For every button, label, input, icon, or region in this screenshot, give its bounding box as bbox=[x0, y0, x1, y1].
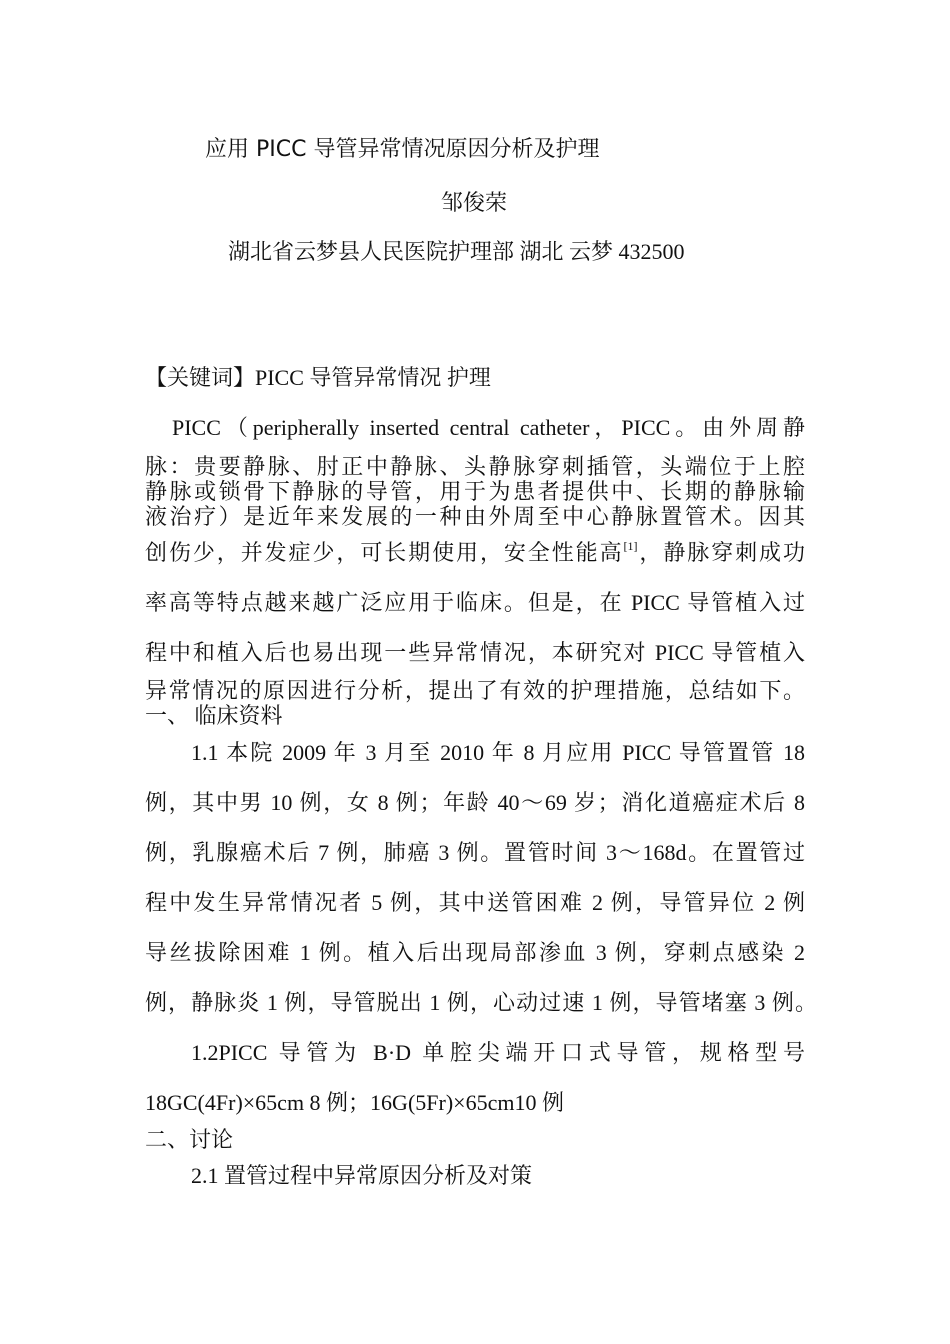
text-line: 导丝拔除困难 1 例。植入后出现局部渗血 3 例，穿刺点感染 2 bbox=[145, 940, 805, 965]
text-segment: ，静脉穿刺成功 bbox=[637, 540, 805, 565]
text-line: 例，静脉炎 1 例，导管脱出 1 例，心动过速 1 例，导管堵塞 3 例。 bbox=[145, 990, 817, 1015]
text-line: 脉：贵要静脉、肘正中静脉、头静脉穿刺插管，头端位于上腔 bbox=[145, 454, 805, 479]
text-segment: 创伤少，并发症少，可长期使用，安全性能高 bbox=[145, 540, 624, 565]
text-line: 液治疗）是近年来发展的一种由外周至中心静脉置管术。因其 bbox=[145, 504, 805, 529]
text-line: 程中发生异常情况者 5 例，其中送管困难 2 例，导管异位 2 例 bbox=[145, 890, 805, 915]
keywords-line: 【关键词】PICC 导管异常情况 护理 bbox=[145, 365, 491, 390]
text-line: 1.1 本院 2009 年 3 月至 2010 年 8 月应用 PICC 导管置管 18 bbox=[191, 740, 805, 765]
document-title: 应用 PICC 导管异常情况原因分析及护理 bbox=[205, 137, 600, 162]
text-line: PICC（peripherally inserted central catheter，PICC。由外周静 bbox=[172, 415, 805, 440]
text-line: 18GC(4Fr)×65cm 8 例；16G(5Fr)×65cm10 例 bbox=[145, 1090, 564, 1115]
text-line: 异常情况的原因进行分析，提出了有效的护理措施，总结如下。 bbox=[145, 678, 805, 703]
text-line: 例，其中男 10 例，女 8 例；年龄 40～69 岁；消化道癌症术后 8 bbox=[145, 790, 805, 815]
text-line: 例，乳腺癌术后 7 例，肺癌 3 例。置管时间 3～168d。在置管过 bbox=[145, 840, 805, 865]
text-line: 静脉或锁骨下静脉的导管，用于为患者提供中、长期的静脉输 bbox=[145, 479, 805, 504]
author-affiliation: 湖北省云梦县人民医院护理部 湖北 云梦 432500 bbox=[228, 239, 685, 264]
subsection-heading: 2.1 置管过程中异常原因分析及对策 bbox=[191, 1163, 533, 1188]
text-line: 1.2PICC 导管为 B·D 单腔尖端开口式导管，规格型号 bbox=[191, 1040, 805, 1065]
section-heading-clinical-data: 一、 临床资料 bbox=[145, 703, 283, 728]
citation-reference: [1] bbox=[623, 539, 638, 553]
text-line bbox=[145, 539, 805, 565]
text-line: 程中和植入后也易出现一些异常情况，本研究对 PICC 导管植入 bbox=[145, 640, 805, 665]
author-name: 邹俊荣 bbox=[441, 190, 508, 215]
text-line: 率高等特点越来越广泛应用于临床。但是，在 PICC 导管植入过 bbox=[145, 590, 805, 615]
section-heading-discussion: 二、讨论 bbox=[145, 1127, 234, 1152]
